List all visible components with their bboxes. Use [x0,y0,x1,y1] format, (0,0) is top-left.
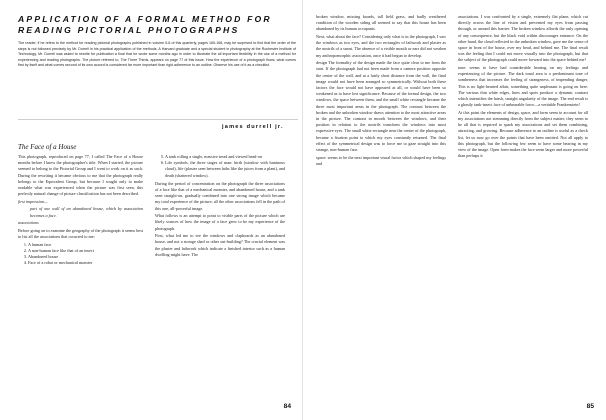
title-line-2: READING PICTORIAL PHOTOGRAPHS [18,25,240,35]
list-item: 2. A non-human face like that of an insect [28,248,143,254]
first-impression-text: part of one wall of an abandoned house, which by association becomes a face. [30,206,143,218]
list-item: 5. A tank rolling a single, massive tread and viewed head-on [165,154,285,160]
intro-divider [18,119,298,120]
column-2 [155,154,285,259]
column-4 [458,14,588,161]
column-3 [316,14,446,168]
paragraph: What follows is an attempt to point to visible parts of the picture which are likely sources of how the image of a face grew to be my experience of the photograph. [155,213,285,231]
editor-intro: The reader, if he refers to the method for reading pictorial photographs published in volume 5-6 of this quarterly, pages 165-168, may be surprised to find that the order of the steps is not followed precisely by Mr. Durrell in his practical application of the methods. A Harvard graduate and a special student in photography at the Rochester Institute of Technology, Mr. Durrell was asked to rewrite for publication a final that he wrote some months ago in order to illustrate the all important flexibility in the use of a method for experiencing and reading photographs. The picture referred to, The Three Thirds, appears on page 77 of this issue. How the experience of a photograph flows, what comes first by itself and what comes second of its own accord is considered far more important than rigid adherence to an outline. Observe his use of it as a checklist. [18,41,296,68]
column-1 [18,154,143,268]
paragraph: This photograph, reproduced on page 77, I called The Face of a House months before I knew the photographer's title. When I started, the picture seemed to belong to the Pictorial Group and I went to work on it as such. During the rewriting it became obvious to me that the photograph really belongs to the Equivalent Group, but because I sought only to make readable what was experienced when the picture was first seen, this perfectly natural change of picture classification has not been described. [18,154,143,197]
paragraph: At this point the elements of design, space, and form seem to account for all my associations not stemming directly from the subject matter; they seem to be all that is required to spark my associations and set them combining, attracting, and growing. Because adherence to an outline is useful as a check list, let us now go over the points that have been omitted. Not all apply to this photograph, but the following few seem to have some bearing in my view of the image. Open form makes the face seem larger and more powerful than perhaps it [458,109,588,159]
paragraph: tone: seems to have had considerable bearing on my feelings and experiencing of the picture. The dark tonal area is a predominant tone of somberness that increases the feeling of strangeness, of impending danger. This is no light-hearted affair, something quite unpleasant is going on here. The various thin white edges, lines and spots produce a dynamic contrast which intensifies the harsh, straight angularity of the image. The end result is a ghastly tank-insect face of unbearable force—a veritable Frankenstein! [458,65,588,108]
author-byline: james durrell jr. [222,124,284,130]
right-page [303,0,606,420]
associations-list-continued [155,154,285,179]
article-title [18,14,272,36]
paragraph: design The formality of the design made the face quite clear to me from the start. If the photograph had not been made from a camera position opposite the center of the wall, and at a fairly short distance from the wall, the final image would not have been arranged so symmetrically. Without both these factors the face would not have appeared at all, or would have been so weakened as to have lost significance. Because of the formal design, the two windows, the space between them, and the small white rectangle became the three most important areas in the photograph. The contrast between the broken and the unbroken window draws attention to the most attractive areas in the picture. The contrast in moods between the windows, and their position in relation to the nostrils transform the windows into most expressive eyes. The small white rectangle near the center of the photograph, became a fixation point to which my eyes constantly returned. The final effect of the symmetrical design was to force me to gaze straight into this strange, non-human face. [316,60,446,153]
section-title: The Face of a House [18,143,77,151]
page-number-right: 85 [586,403,594,410]
subhead-first-impression: first impression— [18,198,48,204]
associations-list [18,242,143,267]
list-item: 1. A human face [28,242,143,248]
page-number-left: 84 [283,403,291,410]
paragraph: During the period of concentration on the photograph the three associations of a face like that of a mechanical monster, and abandoned house, and a tank seen straight-on, gradually combined into one strong image which became my total experience of the picture; all the other associations fell in the path of this one, all-powerful image. [155,180,285,211]
list-item: 4. Face of a robot or mechanical monster [28,260,143,266]
paragraph: First, what led me to see the windows and clapboards as an abandoned house, and not a storage shed or other out-building? The crucial element was the plaster and lathwork which indicate a finished interior such as a human dwelling might have. The [155,233,285,257]
paragraph: Before going on to examine the geography of the photograph it seems best to list all the associations that occurred to me: [18,227,143,239]
paragraph: associations. I was confronted by a single, extremely flat plane, which cut directly across the line of vision and prevented my eyes from passing through, or around this barrier. The broken window affords the only opening of any consequence, but the black void within discourages entrance. On the other hand, the cloud reflected in the unbroken window, gave me the sense of space in front of the house, over my head, and behind me. The final result was the feeling that I could not move visually into the photograph, but that the subject of the photograph could move forward into the space behind me! [458,14,588,63]
paragraph: Next, what about the face? Considering only what is in the photograph, I saw the windows as two eyes, and the two rectangles of lathwork and plaster as the nostrils of a snout. The absence of a visible mouth or ears did not weaken my anthropomorphic association, once it had begun to develop. [316,34,446,58]
subhead-associations: associations [18,220,39,226]
paragraph: broken window, missing boards, tall field grass, and badly weathered condition of the wooden siding all seemed to say that this house has been abandoned by its human occupants. [316,14,446,32]
list-item: 6. Life symbols, the three stages of man: birth (window with luminous cloud), life (plaster seen between laths like the juices from a plant), and death (shattered window). [165,160,285,179]
title-line-1: APPLICATION OF A FORMAL METHOD FOR [18,14,272,24]
list-item: 3. Abandoned house [28,254,143,260]
paragraph: space: seems to be the next important visual factor which shaped my feelings and [316,154,446,166]
